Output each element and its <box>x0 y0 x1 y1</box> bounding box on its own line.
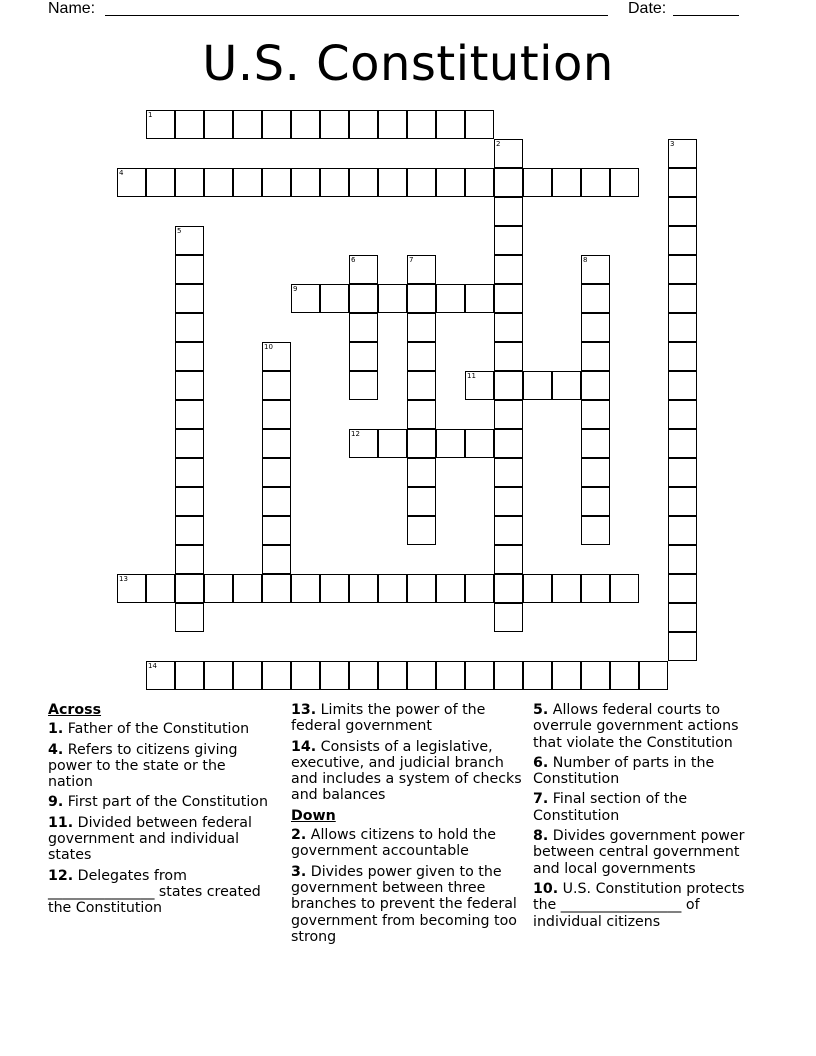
grid-cell[interactable] <box>581 429 610 458</box>
date-label: Date: <box>628 0 667 17</box>
grid-cell[interactable] <box>407 371 436 400</box>
grid-cell[interactable] <box>349 371 378 400</box>
grid-cell[interactable] <box>378 661 407 690</box>
grid-cell[interactable] <box>494 487 523 516</box>
grid-cell[interactable] <box>610 168 639 197</box>
grid-cell[interactable] <box>668 487 697 516</box>
grid-cell[interactable] <box>581 574 610 603</box>
grid-cell[interactable] <box>494 371 523 400</box>
grid-cell[interactable] <box>668 226 697 255</box>
grid-cell[interactable] <box>204 661 233 690</box>
clues-column-2 <box>291 702 527 949</box>
grid-cell[interactable] <box>175 487 204 516</box>
grid-cell[interactable] <box>233 574 262 603</box>
clues-column-3 <box>533 702 769 934</box>
grid-cell[interactable] <box>407 429 436 458</box>
grid-cell[interactable] <box>523 371 552 400</box>
clue-number: 14. <box>291 738 317 755</box>
grid-cell[interactable] <box>320 284 349 313</box>
grid-cell[interactable] <box>407 458 436 487</box>
grid-cell[interactable] <box>407 110 436 139</box>
grid-cell[interactable] <box>117 168 146 197</box>
grid-cell[interactable] <box>610 661 639 690</box>
grid-cell[interactable] <box>175 661 204 690</box>
clue-number-label: 6 <box>351 256 356 264</box>
grid-cell[interactable] <box>668 516 697 545</box>
grid-cell[interactable] <box>175 168 204 197</box>
grid-cell[interactable] <box>378 574 407 603</box>
grid-cell[interactable] <box>494 139 523 168</box>
clue-text: Number of parts in the Constitution <box>533 754 715 788</box>
grid-cell[interactable] <box>146 574 175 603</box>
grid-cell[interactable] <box>465 371 494 400</box>
grid-cell[interactable] <box>581 458 610 487</box>
clue-number: 8. <box>533 828 549 845</box>
grid-cell[interactable] <box>465 284 494 313</box>
grid-cell[interactable] <box>494 516 523 545</box>
grid-cell[interactable] <box>262 429 291 458</box>
grid-cell[interactable] <box>117 574 146 603</box>
clue-number: 3. <box>291 863 307 880</box>
grid-cell[interactable] <box>407 487 436 516</box>
clue-number: 2. <box>291 827 307 844</box>
grid-cell[interactable] <box>175 342 204 371</box>
grid-cell[interactable] <box>494 168 523 197</box>
grid-cell[interactable] <box>175 458 204 487</box>
grid-cell[interactable] <box>291 110 320 139</box>
clue-text: U.S. Constitution protects the _________________ of individual citizens <box>533 880 745 930</box>
grid-cell[interactable] <box>668 139 697 168</box>
clue-text: Allows citizens to hold the government accountable <box>291 827 497 860</box>
clue-number: 13. <box>291 702 317 718</box>
down-heading: Down <box>291 807 336 824</box>
grid-cell[interactable] <box>581 487 610 516</box>
clue-text: Father of the Constitution <box>67 721 250 738</box>
grid-cell[interactable] <box>349 284 378 313</box>
grid-cell[interactable] <box>494 603 523 632</box>
grid-cell[interactable] <box>668 400 697 429</box>
grid-cell[interactable] <box>204 110 233 139</box>
grid-cell[interactable] <box>668 632 697 661</box>
clue-across-13 <box>291 702 527 735</box>
grid-cell[interactable] <box>436 661 465 690</box>
grid-cell[interactable] <box>320 168 349 197</box>
grid-cell[interactable] <box>407 516 436 545</box>
grid-cell[interactable] <box>668 429 697 458</box>
grid-cell[interactable] <box>349 429 378 458</box>
grid-cell[interactable] <box>668 168 697 197</box>
grid-cell[interactable] <box>233 110 262 139</box>
grid-cell[interactable] <box>175 603 204 632</box>
clue-number: 1. <box>48 721 64 738</box>
grid-cell[interactable] <box>436 168 465 197</box>
grid-cell[interactable] <box>494 574 523 603</box>
grid-cell[interactable] <box>436 574 465 603</box>
grid-cell[interactable] <box>349 313 378 342</box>
clue-number-label: 4 <box>119 169 124 177</box>
page-title: U.S. Constitution <box>202 36 614 92</box>
clue-across-14 <box>291 739 527 804</box>
grid-cell[interactable] <box>320 661 349 690</box>
grid-cell[interactable] <box>581 400 610 429</box>
clue-number-label: 11 <box>467 372 476 380</box>
grid-cell[interactable] <box>262 110 291 139</box>
grid-cell[interactable] <box>407 574 436 603</box>
grid-cell[interactable] <box>668 545 697 574</box>
clue-text: Refers to citizens giving power to the state or the nation <box>48 741 238 791</box>
clue-number-label: 12 <box>351 430 360 438</box>
grid-cell[interactable] <box>175 255 204 284</box>
clue-text: Delegates from _______________ states created the Constitution <box>48 867 261 917</box>
grid-cell[interactable] <box>581 168 610 197</box>
grid-cell[interactable] <box>668 197 697 226</box>
clue-down-6 <box>533 755 769 788</box>
clues-column-1 <box>48 702 273 921</box>
clue-text: Divided between federal government and individual states <box>48 814 252 864</box>
clue-text: Final section of the Constitution <box>533 791 688 824</box>
grid-cell[interactable] <box>465 661 494 690</box>
grid-cell[interactable] <box>494 197 523 226</box>
grid-cell[interactable] <box>581 313 610 342</box>
grid-cell[interactable] <box>494 313 523 342</box>
grid-cell[interactable] <box>494 255 523 284</box>
clue-down-3 <box>291 864 527 945</box>
grid-cell[interactable] <box>175 516 204 545</box>
grid-cell[interactable] <box>552 371 581 400</box>
clue-down-2 <box>291 827 527 860</box>
grid-cell[interactable] <box>610 574 639 603</box>
grid-cell[interactable] <box>233 661 262 690</box>
clue-down-5 <box>533 702 769 751</box>
clue-number: 12. <box>48 867 74 884</box>
grid-cell[interactable] <box>378 168 407 197</box>
grid-cell[interactable] <box>436 110 465 139</box>
grid-cell[interactable] <box>668 371 697 400</box>
grid-cell[interactable] <box>581 255 610 284</box>
grid-cell[interactable] <box>436 429 465 458</box>
grid-cell[interactable] <box>291 168 320 197</box>
grid-cell[interactable] <box>581 371 610 400</box>
grid-cell[interactable] <box>291 661 320 690</box>
clue-number: 5. <box>533 702 549 718</box>
grid-cell[interactable] <box>175 371 204 400</box>
clue-text: Limits the power of the federal government <box>291 702 486 735</box>
grid-cell[interactable] <box>407 255 436 284</box>
grid-cell[interactable] <box>581 342 610 371</box>
clue-text: Consists of a legislative, executive, and judicial branch and includes a system of checks and balances <box>291 738 522 804</box>
clue-number: 10. <box>533 880 559 897</box>
grid-cell[interactable] <box>465 168 494 197</box>
grid-cell[interactable] <box>233 168 262 197</box>
clue-across-4 <box>48 742 273 791</box>
grid-cell[interactable] <box>581 516 610 545</box>
clue-down-7 <box>533 791 769 824</box>
grid-cell[interactable] <box>349 342 378 371</box>
clue-number-label: 13 <box>119 575 128 583</box>
grid-cell[interactable] <box>175 400 204 429</box>
grid-cell[interactable] <box>465 574 494 603</box>
grid-cell[interactable] <box>581 284 610 313</box>
clue-number-label: 3 <box>670 140 675 148</box>
grid-cell[interactable] <box>175 313 204 342</box>
grid-cell[interactable] <box>407 342 436 371</box>
clue-across-12 <box>48 868 273 917</box>
clue-down-10 <box>533 881 769 930</box>
grid-cell[interactable] <box>262 168 291 197</box>
clue-across-9 <box>48 794 273 810</box>
grid-cell[interactable] <box>407 313 436 342</box>
grid-cell[interactable] <box>407 400 436 429</box>
clue-text: Divides government power between central government and local governments <box>533 828 745 877</box>
grid-cell[interactable] <box>523 168 552 197</box>
grid-cell[interactable] <box>494 284 523 313</box>
grid-cell[interactable] <box>349 661 378 690</box>
grid-cell[interactable] <box>262 661 291 690</box>
grid-cell[interactable] <box>436 284 465 313</box>
grid-cell[interactable] <box>349 574 378 603</box>
clue-number: 4. <box>48 741 64 758</box>
clue-text: Divides power given to the government between three branches to prevent the federal government from becoming too strong <box>291 863 517 945</box>
grid-cell[interactable] <box>262 574 291 603</box>
clue-number-label: 1 <box>148 111 153 119</box>
grid-cell[interactable] <box>668 284 697 313</box>
clue-number-label: 14 <box>148 662 157 670</box>
grid-cell[interactable] <box>175 284 204 313</box>
grid-cell[interactable] <box>407 168 436 197</box>
clue-number-label: 10 <box>264 343 273 351</box>
grid-cell[interactable] <box>407 284 436 313</box>
grid-cell[interactable] <box>465 429 494 458</box>
grid-cell[interactable] <box>378 429 407 458</box>
grid-cell[interactable] <box>668 458 697 487</box>
grid-cell[interactable] <box>494 545 523 574</box>
grid-cell[interactable] <box>668 574 697 603</box>
grid-cell[interactable] <box>494 342 523 371</box>
grid-cell[interactable] <box>262 342 291 371</box>
grid-cell[interactable] <box>204 574 233 603</box>
grid-cell[interactable] <box>262 487 291 516</box>
grid-cell[interactable] <box>523 661 552 690</box>
clue-number-label: 7 <box>409 256 414 264</box>
grid-cell[interactable] <box>378 284 407 313</box>
grid-cell[interactable] <box>291 574 320 603</box>
grid-cell[interactable] <box>378 110 407 139</box>
grid-cell[interactable] <box>349 110 378 139</box>
grid-cell[interactable] <box>320 574 349 603</box>
clue-number: 6. <box>533 754 549 771</box>
clue-across-1 <box>48 721 273 737</box>
grid-cell[interactable] <box>291 284 320 313</box>
grid-cell[interactable] <box>639 661 668 690</box>
grid-cell[interactable] <box>175 226 204 255</box>
grid-cell[interactable] <box>262 400 291 429</box>
clue-number-label: 8 <box>583 256 588 264</box>
grid-cell[interactable] <box>349 255 378 284</box>
clue-number: 9. <box>48 794 64 811</box>
grid-cell[interactable] <box>581 661 610 690</box>
grid-cell[interactable] <box>552 168 581 197</box>
grid-cell[interactable] <box>262 545 291 574</box>
grid-cell[interactable] <box>146 168 175 197</box>
clue-number: 7. <box>533 791 549 808</box>
clue-down-8 <box>533 828 769 877</box>
grid-cell[interactable] <box>262 371 291 400</box>
clue-number-label: 9 <box>293 285 298 293</box>
grid-cell[interactable] <box>262 458 291 487</box>
grid-cell[interactable] <box>552 574 581 603</box>
grid-cell[interactable] <box>204 168 233 197</box>
grid-cell[interactable] <box>175 429 204 458</box>
grid-cell[interactable] <box>494 226 523 255</box>
grid-cell[interactable] <box>494 458 523 487</box>
clue-text: First part of the Constitution <box>67 794 268 811</box>
grid-cell[interactable] <box>262 516 291 545</box>
clue-across-11 <box>48 815 273 864</box>
grid-cell[interactable] <box>668 342 697 371</box>
grid-cell[interactable] <box>465 110 494 139</box>
name-label: Name: <box>48 0 96 17</box>
clue-number-label: 2 <box>496 140 501 148</box>
grid-cell[interactable] <box>494 400 523 429</box>
clue-number-label: 5 <box>177 227 182 235</box>
grid-cell[interactable] <box>494 429 523 458</box>
grid-cell[interactable] <box>320 110 349 139</box>
grid-cell[interactable] <box>668 603 697 632</box>
grid-cell[interactable] <box>146 661 175 690</box>
grid-cell[interactable] <box>407 661 436 690</box>
grid-cell[interactable] <box>552 661 581 690</box>
grid-cell[interactable] <box>668 313 697 342</box>
grid-cell[interactable] <box>175 110 204 139</box>
clue-number: 11. <box>48 814 74 831</box>
grid-cell[interactable] <box>494 661 523 690</box>
grid-cell[interactable] <box>175 574 204 603</box>
clue-text: Allows federal courts to overrule government actions that violate the Constitution <box>533 702 739 751</box>
grid-cell[interactable] <box>523 574 552 603</box>
grid-cell[interactable] <box>668 255 697 284</box>
grid-cell[interactable] <box>175 545 204 574</box>
grid-cell[interactable] <box>146 110 175 139</box>
across-heading: Across <box>48 702 102 718</box>
grid-cell[interactable] <box>349 168 378 197</box>
